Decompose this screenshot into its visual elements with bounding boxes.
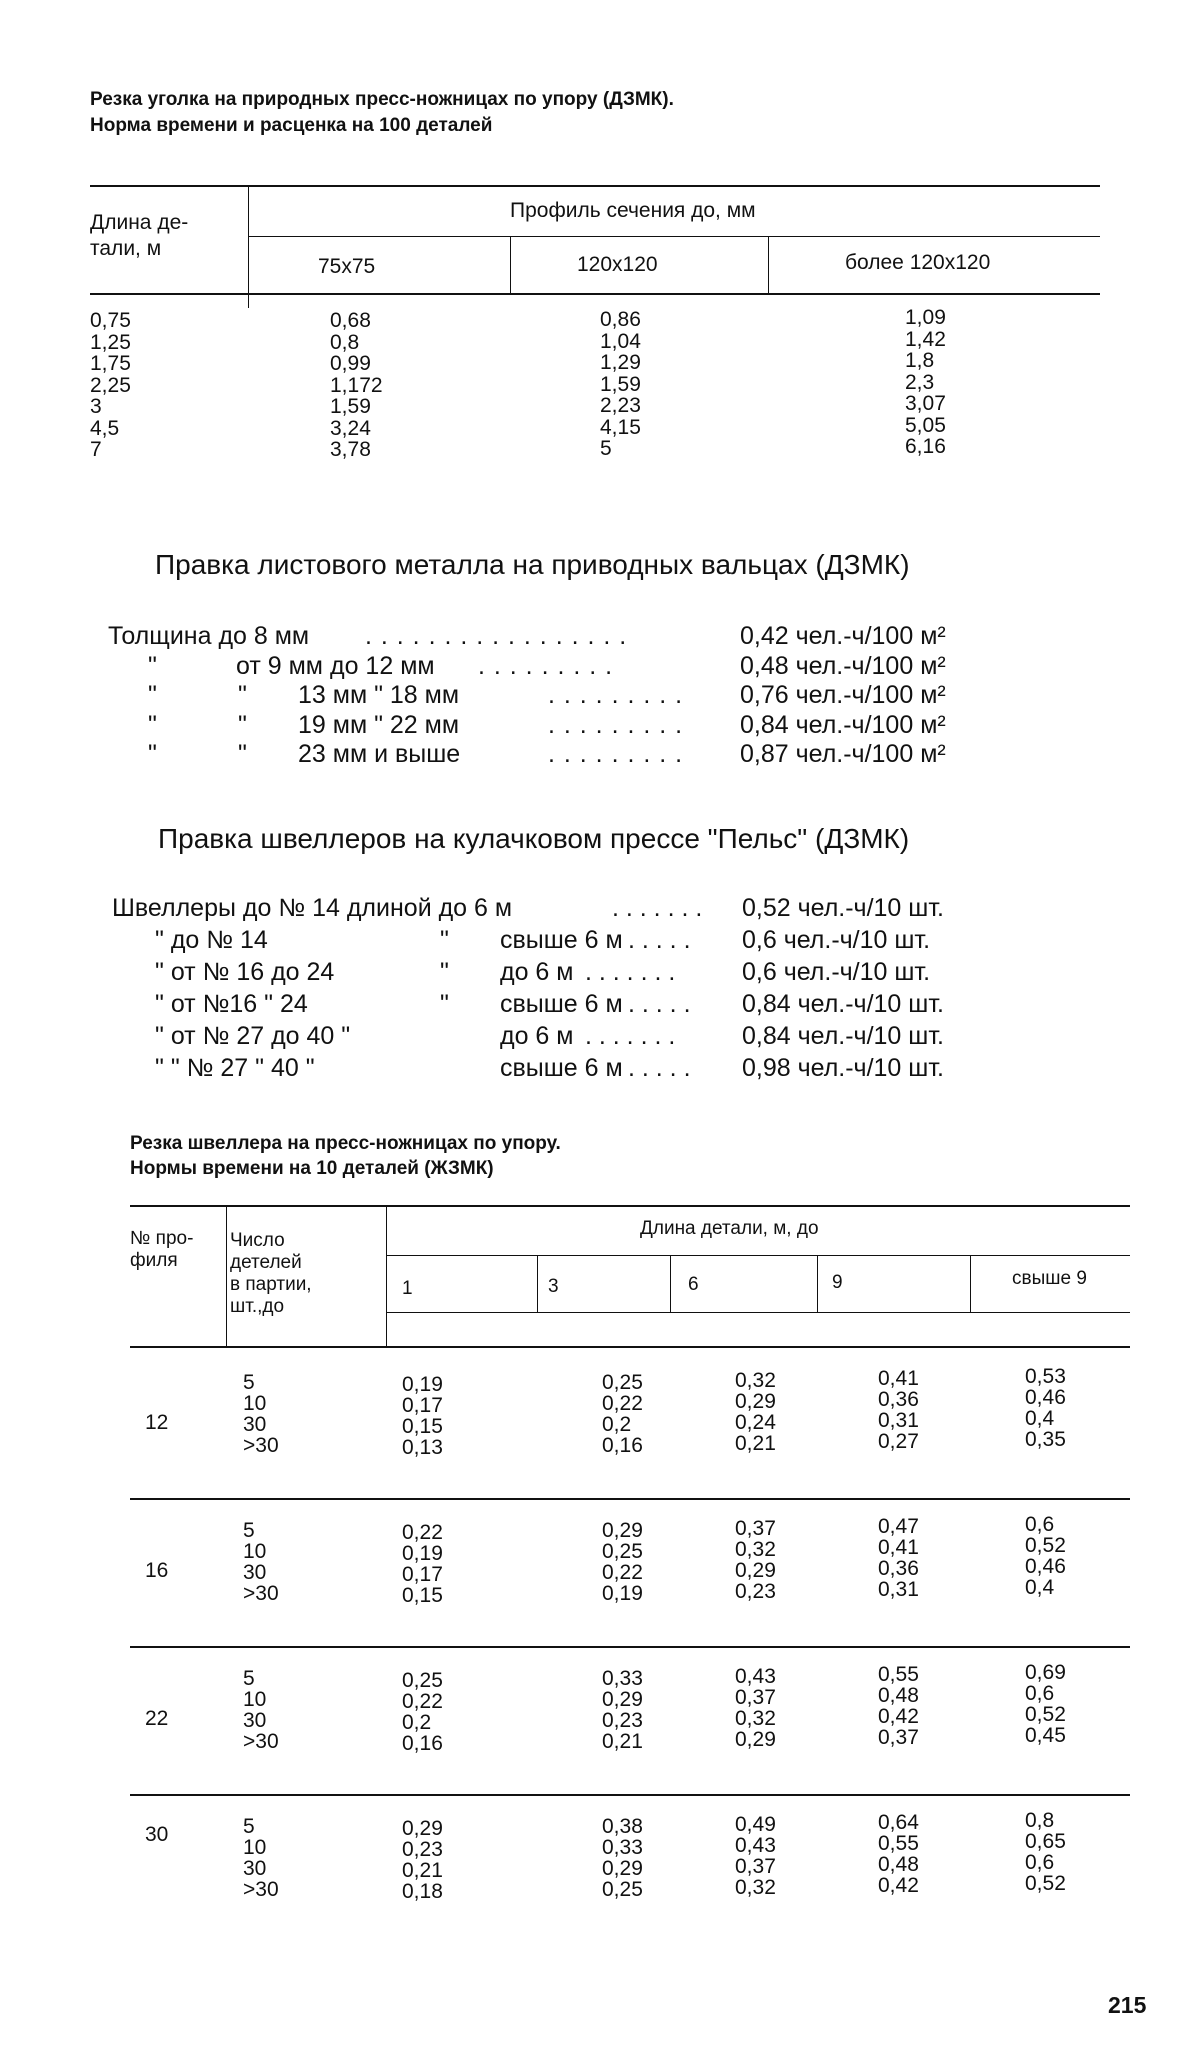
section3-leader-dots: . . . . . . .	[585, 958, 676, 986]
section3-ditto-mark: "	[440, 926, 449, 954]
section2-line-part: 13 мм " 18 мм	[298, 681, 460, 709]
table2-group-rule	[130, 1646, 1130, 1648]
table2-group-rule	[130, 1498, 1130, 1500]
section2-line-part: от 9 мм	[236, 651, 323, 680]
table2-cell: 0,29	[735, 1728, 776, 1751]
table2-cell: 0,64	[878, 1811, 919, 1834]
table2-cell: 0,6	[1025, 1513, 1055, 1536]
section3-line-value: 0,6 чел.-ч/10 шт.	[742, 926, 931, 954]
table2-cell: 0,55	[878, 1663, 919, 1686]
table2-col-header: 6	[688, 1274, 699, 1295]
section2-leader-dots: . . . . . . . . .	[548, 681, 684, 709]
table2-cell: 0,29	[602, 1688, 643, 1711]
table1-col-header: более 120x120	[845, 251, 991, 274]
table2-header-subrule	[387, 1312, 1130, 1313]
table2-cell: 0,55	[878, 1832, 919, 1855]
section3-line-label: " " № 27 " 40 "	[155, 1054, 315, 1082]
section2-leader-dots: . . . . . . . . .	[548, 740, 684, 768]
table2-cell: 0,46	[1025, 1386, 1066, 1409]
section3-leader-dots: . . . . .	[628, 990, 691, 1018]
table2-group-rule	[130, 1794, 1130, 1796]
table2-cell: 0,13	[402, 1436, 443, 1459]
table1-head-length: Длина де-	[90, 211, 189, 234]
table2-cell: 0,46	[1025, 1555, 1066, 1578]
table2-cell: 0,37	[735, 1855, 776, 1878]
table2-cell: 0,49	[735, 1813, 776, 1836]
table2-count: 10	[243, 1688, 267, 1711]
table1-row-length: 7	[90, 438, 102, 461]
table2-head-profile: филя	[130, 1250, 178, 1271]
table2-cell: 0,18	[402, 1880, 443, 1903]
table2-cell: 0,29	[602, 1519, 643, 1542]
table2-vline	[817, 1256, 818, 1312]
section2-line-value: 0,87 чел.-ч/100 м²	[740, 740, 946, 768]
table2-cell: 0,33	[602, 1836, 643, 1859]
table2-head-length: Длина детали, м, до	[640, 1218, 819, 1239]
table2-cell: 0,16	[602, 1434, 643, 1457]
section3-line-label: Швеллеры до № 14 длиной до 6 м	[112, 894, 513, 922]
table2-count: >30	[243, 1878, 279, 1901]
section2-leader-dots: . . . . . . . . .	[478, 651, 614, 680]
table1-cell: 0,86	[600, 308, 641, 331]
table2-cell: 0,33	[602, 1667, 643, 1690]
table2-cell: 0,25	[602, 1878, 643, 1901]
table1-row-length: 2,25	[90, 373, 131, 397]
table2-cell: 0,65	[1025, 1830, 1066, 1853]
table2-cell: 0,6	[1025, 1682, 1055, 1705]
section2-line-part: "	[148, 740, 157, 768]
section3-line-label: " до № 14	[155, 926, 268, 954]
section3-ditto-mark: "	[440, 958, 449, 986]
section2-line-part: "	[238, 681, 247, 709]
table2-cell: 0,38	[602, 1815, 643, 1838]
table1-row-length: 3	[90, 395, 102, 418]
table2-vline	[537, 1256, 538, 1312]
section2-line	[0, 709, 1200, 741]
section3-line-length: свыше 6 м	[500, 926, 623, 954]
table2-count: 5	[243, 1815, 255, 1838]
table2-cell: 0,6	[1025, 1851, 1055, 1874]
table1-row-length: 0,75	[90, 309, 131, 332]
section2-line-part: "	[238, 740, 247, 768]
table1-cell: 0,8	[330, 330, 360, 354]
table2-vline	[226, 1206, 227, 1346]
table2-cell: 0,8	[1025, 1809, 1055, 1832]
table1-cell: 2,23	[600, 394, 641, 417]
table1-cell: 2,3	[905, 370, 935, 394]
table1-head-profile: Профиль сечения до, мм	[510, 199, 756, 222]
table2-cell: 0,22	[402, 1521, 443, 1544]
table2-col-header: 3	[548, 1276, 559, 1297]
section2-leader-dots: . . . . . . . . .	[548, 710, 684, 739]
table2-cell: 0,2	[602, 1413, 632, 1436]
table1-cell: 4,15	[600, 415, 641, 439]
page-number: 215	[1108, 1992, 1147, 2018]
table2-cell: 0,52	[1025, 1534, 1066, 1557]
table2-cell: 0,29	[602, 1857, 643, 1880]
table2-cell: 0,52	[1025, 1872, 1066, 1895]
table2-col-header: 1	[402, 1278, 413, 1299]
section2-line	[0, 679, 1200, 711]
table1-row-length: 4,5	[90, 416, 120, 440]
section3-line-length: свыше 6 м	[500, 1054, 623, 1082]
section3-line-value: 0,84 чел.-ч/10 шт.	[742, 1022, 944, 1050]
table1-row-length: 1,75	[90, 352, 131, 375]
section3-line-label: " от № 16 до 24	[155, 958, 335, 986]
table1-cell: 3,07	[905, 392, 946, 415]
table2-head-count: детелей	[230, 1252, 302, 1273]
table2-cell: 0,43	[735, 1834, 776, 1857]
table2-cell: 0,31	[878, 1578, 919, 1601]
table1-cell: 3,78	[330, 438, 371, 461]
table2-count: 10	[243, 1540, 267, 1563]
table2-col-header: свыше 9	[1012, 1268, 1087, 1289]
table2-cell: 0,52	[1025, 1703, 1066, 1726]
table2-cell: 0,35	[1025, 1428, 1066, 1451]
table2-cell: 0,32	[735, 1369, 776, 1392]
section2-leader-dots: . . . . . . . . . . . . . . . . .	[365, 622, 628, 650]
table2-cell: 0,21	[735, 1432, 776, 1455]
table2-cell: 0,47	[878, 1515, 919, 1538]
table2-caption-line1: Резка швеллера на пресс-ножницах по упору.	[130, 1133, 561, 1154]
section3-ditto-mark: "	[440, 990, 449, 1018]
section3-line-value: 0,52 чел.-ч/10 шт.	[742, 894, 944, 922]
section3-line	[0, 892, 1200, 924]
table2-head-profile: № про-	[130, 1228, 194, 1249]
table2-cell: 0,23	[602, 1709, 643, 1732]
table1-header-subrule	[249, 236, 1100, 237]
section2-line-part: до 12 мм	[330, 651, 435, 680]
table2-cell: 0,22	[402, 1690, 443, 1713]
table2-count: 10	[243, 1392, 267, 1415]
section3-line	[0, 1020, 1200, 1052]
table2-cell: 0,48	[878, 1853, 919, 1876]
table2-profile: 30	[145, 1823, 169, 1846]
section3-leader-dots: . . . . .	[628, 926, 691, 954]
table2-cell: 0,21	[602, 1730, 643, 1753]
table1-cell: 0,68	[330, 309, 371, 332]
table2-cell: 0,23	[735, 1580, 776, 1603]
table2-cell: 0,27	[878, 1430, 919, 1453]
table2-cell: 0,23	[402, 1838, 443, 1861]
table1-vline	[510, 237, 511, 293]
table1-cell: 5	[600, 437, 612, 460]
table1-cell: 5,05	[905, 413, 946, 437]
section3-leader-dots: . . . . . . .	[585, 1022, 676, 1050]
section2-line	[0, 738, 1200, 770]
table2-cell: 0,43	[735, 1665, 776, 1688]
section3-line	[0, 1052, 1200, 1084]
section2-heading: Правка листового металла на приводных вальцах (ДЗМК)	[155, 549, 910, 580]
table2-cell: 0,16	[402, 1732, 443, 1755]
table1-cell: 1,04	[600, 329, 641, 353]
table1-vline	[248, 186, 249, 308]
table2-count: >30	[243, 1730, 279, 1753]
section3-line-label: " от № 27 до 40 "	[155, 1022, 351, 1050]
table2-count: >30	[243, 1582, 279, 1605]
table2-cell: 0,42	[878, 1874, 919, 1897]
table2-count: >30	[243, 1434, 279, 1457]
section2-line-part: "	[238, 710, 247, 739]
table2-cell: 0,32	[735, 1538, 776, 1561]
table1-col-header: 120x120	[577, 253, 658, 276]
table2-cell: 0,17	[402, 1563, 443, 1586]
section2-line-part: "	[148, 710, 157, 739]
table2-profile: 12	[145, 1411, 169, 1434]
table1-caption-line2: Норма времени и расценка на 100 деталей	[90, 115, 493, 136]
table2-profile: 22	[145, 1707, 169, 1730]
table2-cell: 0,36	[878, 1557, 919, 1580]
section3-leader-dots: . . . . . . .	[612, 894, 703, 922]
table2-cell: 0,41	[878, 1367, 919, 1390]
table2-cell: 0,69	[1025, 1661, 1066, 1684]
table2-count: 5	[243, 1519, 255, 1542]
table2-cell: 0,19	[602, 1582, 643, 1605]
table1-caption-line1: Резка уголка на природных пресс-ножницах по упору (ДЗМК).	[90, 89, 674, 110]
table1-cell: 1,59	[600, 372, 641, 396]
table2-count: 30	[243, 1561, 267, 1584]
table1-cell: 1,09	[905, 306, 946, 329]
table2-cell: 0,37	[735, 1517, 776, 1540]
table1-row-length: 1,25	[90, 330, 131, 354]
table2-head-count: шт.,до	[230, 1296, 285, 1317]
table1-cell: 0,99	[330, 352, 371, 375]
section3-line-value: 0,6 чел.-ч/10 шт.	[742, 958, 931, 986]
table2-cell: 0,32	[735, 1707, 776, 1730]
section3-line	[0, 956, 1200, 988]
table2-cell: 0,25	[602, 1540, 643, 1563]
table2-cell: 0,53	[1025, 1365, 1066, 1388]
section2-line-label: Толщина до 8 мм	[108, 622, 310, 650]
table2-count: 5	[243, 1667, 255, 1690]
table2-cell: 0,36	[878, 1388, 919, 1411]
table1-vline	[768, 237, 769, 293]
table2-cell: 0,41	[878, 1536, 919, 1559]
section2-line-value: 0,76 чел.-ч/100 м²	[740, 681, 946, 709]
table2-cell: 0,15	[402, 1584, 443, 1607]
table2-header-bottom-rule	[130, 1346, 1130, 1348]
table2-head-count: Число	[230, 1230, 285, 1251]
table2-count: 5	[243, 1371, 255, 1394]
section2-line	[0, 620, 1200, 652]
table1-cell: 6,16	[905, 435, 946, 458]
section2-line-part: 19 мм " 22 мм	[298, 710, 460, 739]
table2-cell: 0,42	[878, 1705, 919, 1728]
table2-cell: 0,25	[602, 1371, 643, 1394]
table2-cell: 0,4	[1025, 1407, 1055, 1430]
table2-vline	[970, 1256, 971, 1312]
section2-line-value: 0,42 чел.-ч/100 м²	[740, 622, 946, 650]
table2-cell: 0,29	[402, 1817, 443, 1840]
section3-line	[0, 988, 1200, 1020]
section3-heading: Правка швеллеров на кулачковом прессе "Пельс" (ДЗМК)	[158, 823, 910, 854]
table2-count: 30	[243, 1413, 267, 1436]
table2-cell: 0,48	[878, 1684, 919, 1707]
section2-line-part: "	[148, 651, 157, 680]
table2-cell: 0,19	[402, 1373, 443, 1396]
section2-line-value: 0,84 чел.-ч/100 м²	[740, 710, 946, 739]
section2-line-part: 23 мм и выше	[298, 740, 461, 768]
table1-cell: 1,172	[330, 373, 383, 397]
table2-profile: 16	[145, 1559, 169, 1582]
table2-cell: 0,4	[1025, 1576, 1055, 1599]
table2-col-header: 9	[832, 1272, 843, 1293]
table1-head-length: тали, м	[90, 237, 162, 260]
table2-cell: 0,2	[402, 1711, 432, 1734]
table2-cell: 0,21	[402, 1859, 443, 1882]
section3-line-value: 0,84 чел.-ч/10 шт.	[742, 990, 944, 1018]
section3-line-length: свыше 6 м	[500, 990, 623, 1018]
table2-cell: 0,29	[735, 1390, 776, 1413]
table2-cell: 0,25	[402, 1669, 443, 1692]
table2-vline	[386, 1206, 387, 1346]
section2-line-part: "	[148, 681, 157, 709]
table2-cell: 0,22	[602, 1561, 643, 1584]
section3-line-label: " от №16 " 24	[155, 990, 308, 1018]
table2-cell: 0,15	[402, 1415, 443, 1438]
section2-line	[0, 650, 1200, 682]
section3-leader-dots: . . . . .	[628, 1054, 691, 1082]
table2-cell: 0,19	[402, 1542, 443, 1565]
table2-vline	[670, 1256, 671, 1312]
table2-cell: 0,31	[878, 1409, 919, 1432]
table2-caption-line2: Нормы времени на 10 деталей (ЖЗМК)	[130, 1158, 494, 1179]
section3-line-length: до 6 м	[500, 1022, 574, 1050]
table2-cell: 0,32	[735, 1876, 776, 1899]
table2-cell: 0,22	[602, 1392, 643, 1415]
table2-head-count: в партии,	[230, 1274, 312, 1295]
table1-cell: 1,42	[905, 327, 946, 351]
table2-header-subrule	[387, 1255, 1130, 1256]
table2-cell: 0,17	[402, 1394, 443, 1417]
table1-cell: 1,29	[600, 351, 641, 374]
table2-cell: 0,37	[735, 1686, 776, 1709]
section3-line-value: 0,98 чел.-ч/10 шт.	[742, 1054, 944, 1082]
section2-line-value: 0,48 чел.-ч/100 м²	[740, 651, 946, 680]
table1-header-bottom-rule	[90, 293, 1100, 295]
table2-cell: 0,37	[878, 1726, 919, 1749]
table2-count: 30	[243, 1709, 267, 1732]
table2-cell: 0,24	[735, 1411, 776, 1434]
section3-line-length: до 6 м	[500, 958, 574, 986]
table1-col-header: 75x75	[318, 255, 376, 278]
section3-line	[0, 924, 1200, 956]
table2-count: 30	[243, 1857, 267, 1880]
table2-top-rule	[130, 1205, 1130, 1207]
table1-top-rule	[90, 185, 1100, 187]
table1-cell: 1,8	[905, 349, 935, 372]
table2-cell: 0,29	[735, 1559, 776, 1582]
table2-count: 10	[243, 1836, 267, 1859]
table1-cell: 1,59	[330, 395, 371, 418]
table2-cell: 0,45	[1025, 1724, 1066, 1747]
table1-cell: 3,24	[330, 416, 371, 440]
